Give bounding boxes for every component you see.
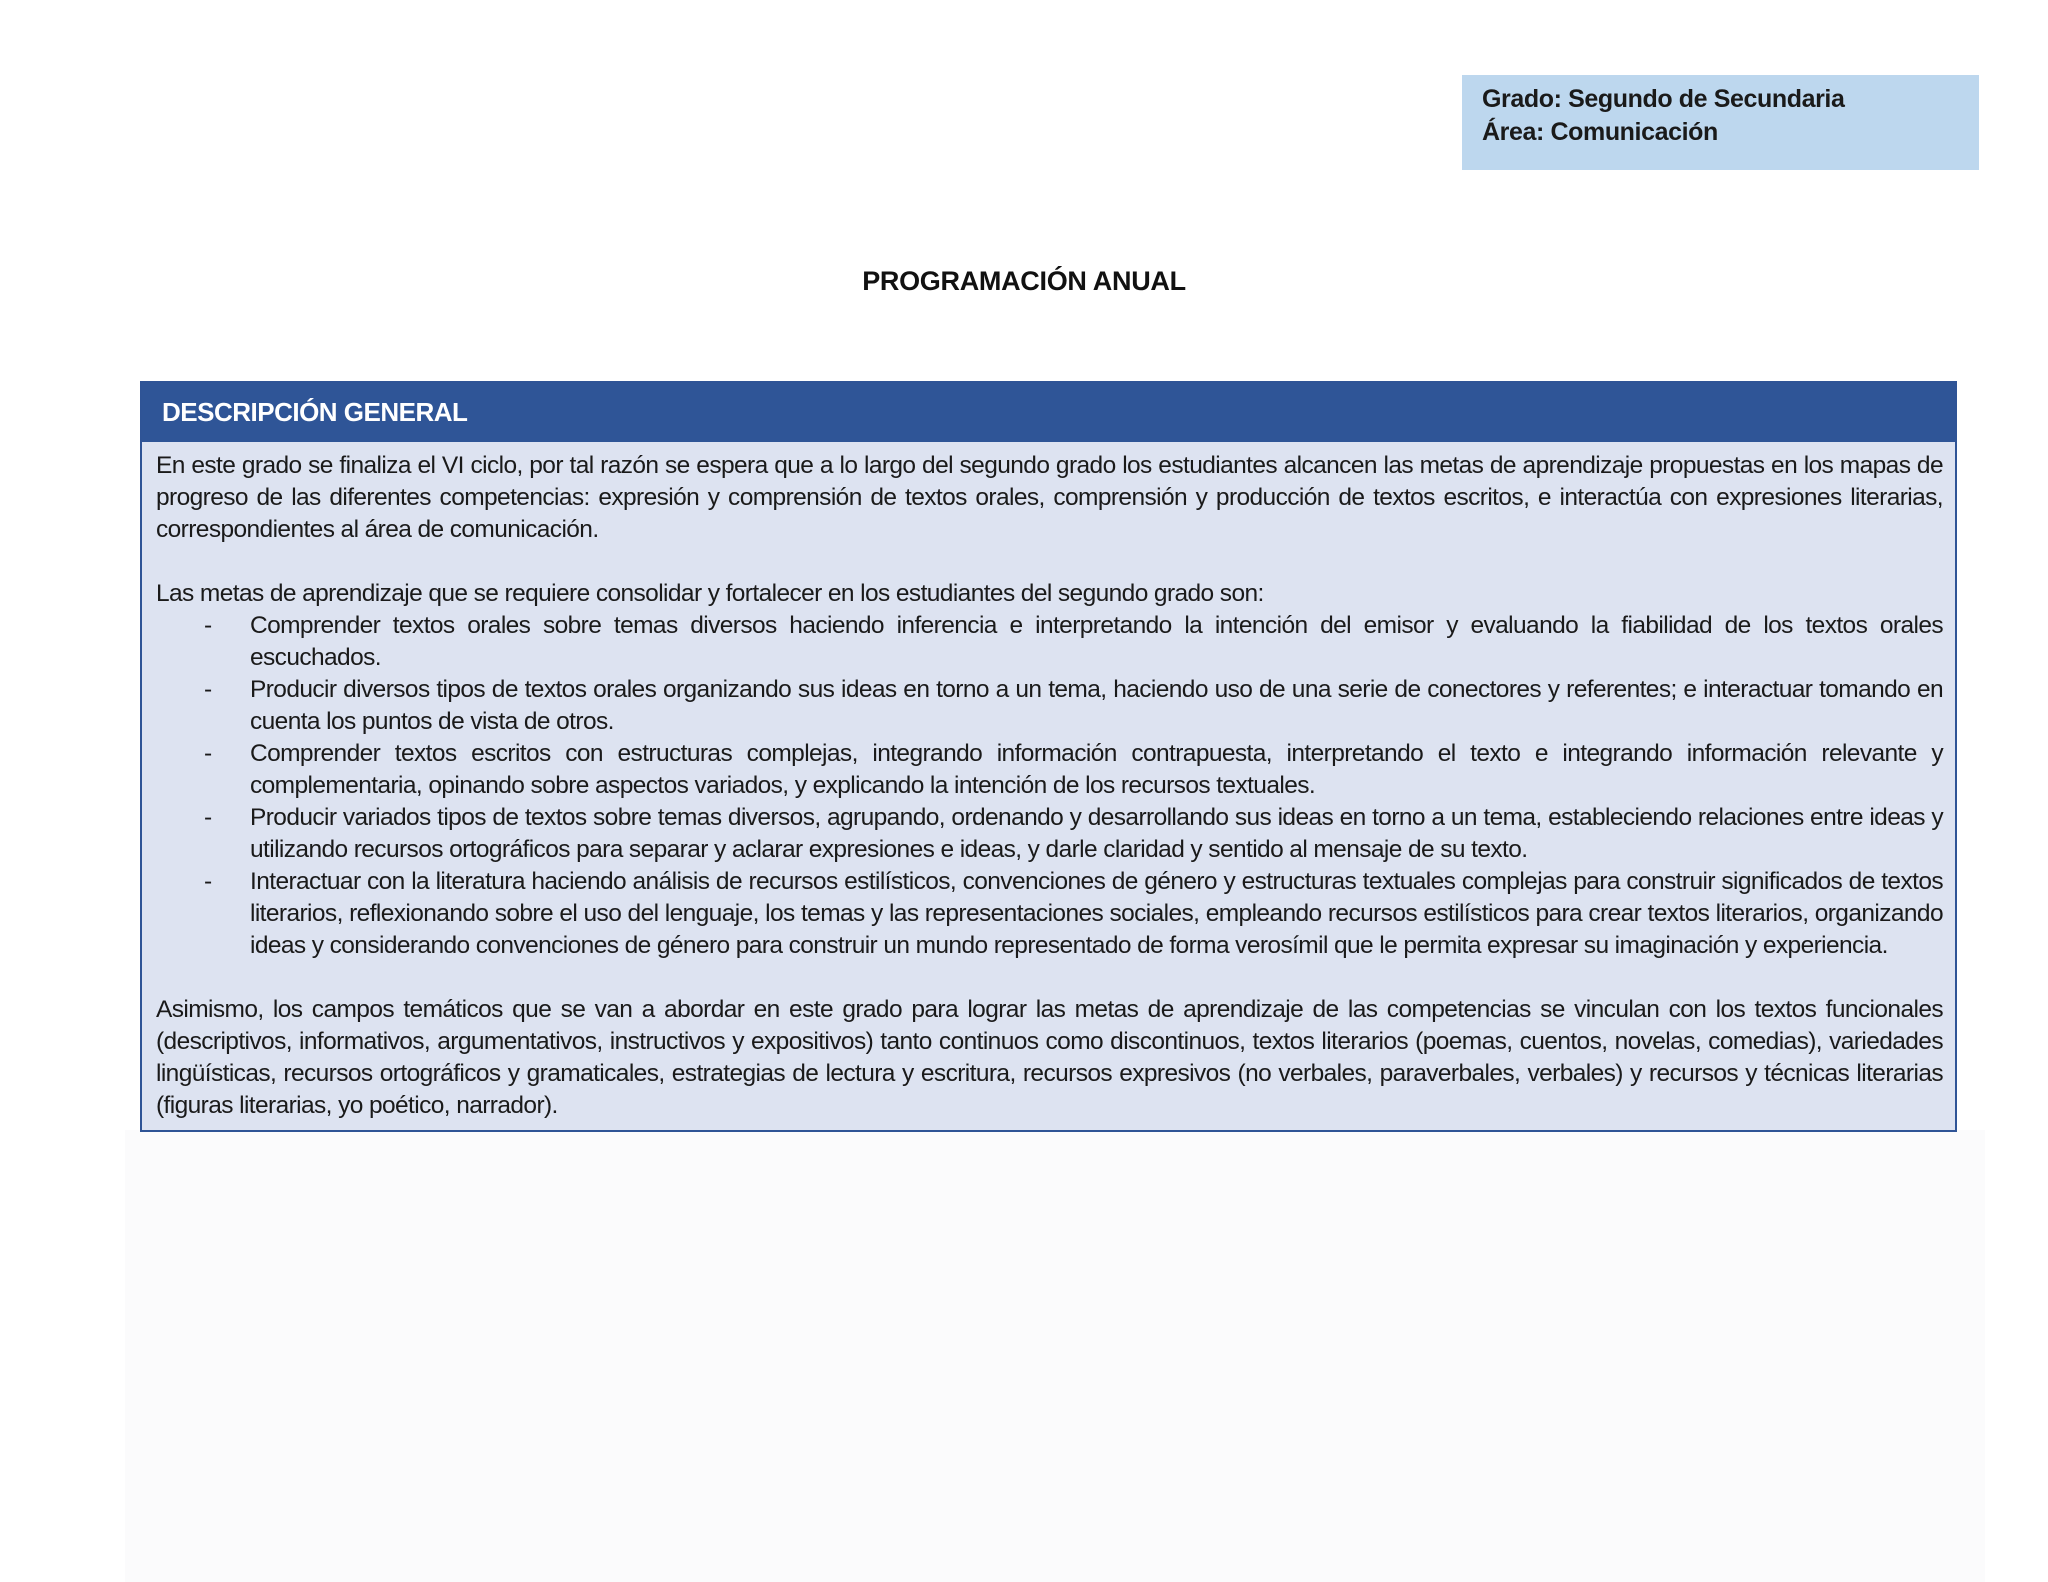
general-description-panel	[140, 381, 1957, 1132]
panel-body	[142, 442, 1955, 1122]
closing-paragraph: Asimismo, los campos temáticos que se van a abordar en este grado para lograr las metas de aprendizaje de las competencias se vinculan con los textos funcionales (descriptivos, informativos, argumentativos, instructivos y expositivos) tanto continuos como discontinuos, textos literarios (poemas, cuentos, novelas, comedias), variedades lingüísticas, recursos ortográficos y gramaticales, estrategias de lectura y escritura, recursos expresivos (no verbales, paraverbales, verbales) y recursos y técnicas literarias (figuras literarias, yo poético, narrador).	[156, 996, 1943, 1119]
grade-info-box	[1462, 75, 1979, 170]
bullet-dash: -	[204, 740, 212, 767]
bullet-dash: -	[204, 804, 212, 831]
goals-lead: Las metas de aprendizaje que se requiere consolidar y fortalecer en los estudiantes del segundo grado son:	[156, 580, 1264, 607]
bullet-dash: -	[204, 676, 212, 703]
list-item: - Interactuar con la literatura haciendo análisis de recursos estilísticos, convenciones de género y estructuras textuales complejas para construir significados de textos literarios, reflexionando sobre el uso del lenguaje, los temas y las representaciones sociales, empleando recursos estilísticos para crear textos literarios, organizando ideas y considerando convenciones de género para construir un mundo representado de forma verosímil que le permita expresar su imaginación y experiencia.	[204, 868, 1943, 959]
goals-list	[156, 610, 1943, 962]
bullet-dash: -	[204, 868, 212, 895]
list-item: - Producir variados tipos de textos sobre temas diversos, agrupando, ordenando y desarrollando sus ideas en torno a un tema, estableciendo relaciones entre ideas y utilizando recursos ortográficos para separar y aclarar expresiones e ideas, y darle claridad y sentido al mensaje de su texto.	[204, 804, 1943, 863]
list-item: - Comprender textos orales sobre temas diversos haciendo inferencia e interpretando la intención del emisor y evaluando la fiabilidad de los textos orales escuchados.	[204, 612, 1943, 671]
list-item: - Comprender textos escritos con estructuras complejas, integrando información contrapuesta, interpretando el texto e integrando información relevante y complementaria, opinando sobre aspectos variados, y explicando la intención de los recursos textuales.	[204, 740, 1943, 799]
page-title: PROGRAMACIÓN ANUAL	[862, 266, 1186, 296]
area-label: Área: Comunicación	[1482, 118, 1718, 146]
intro-paragraph: En este grado se finaliza el VI ciclo, por tal razón se espera que a lo largo del segundo grado los estudiantes alcancen las metas de aprendizaje propuestas en los mapas de progreso de las diferentes competencias: expresión y comprensión de textos orales, comprensión y producción de textos escritos, e interactúa con expresiones literarias, correspondientes al área de comunicación.	[156, 452, 1943, 543]
grade-label: Grado: Segundo de Secundaria	[1482, 85, 1845, 113]
page-background-shade	[125, 1130, 1985, 1582]
bullet-dash: -	[204, 612, 212, 639]
panel-heading: DESCRIPCIÓN GENERAL	[142, 383, 1955, 442]
list-item: - Producir diversos tipos de textos orales organizando sus ideas en torno a un tema, haciendo uso de una serie de conectores y referentes; e interactuar tomando en cuenta los puntos de vista de otros.	[204, 676, 1943, 735]
